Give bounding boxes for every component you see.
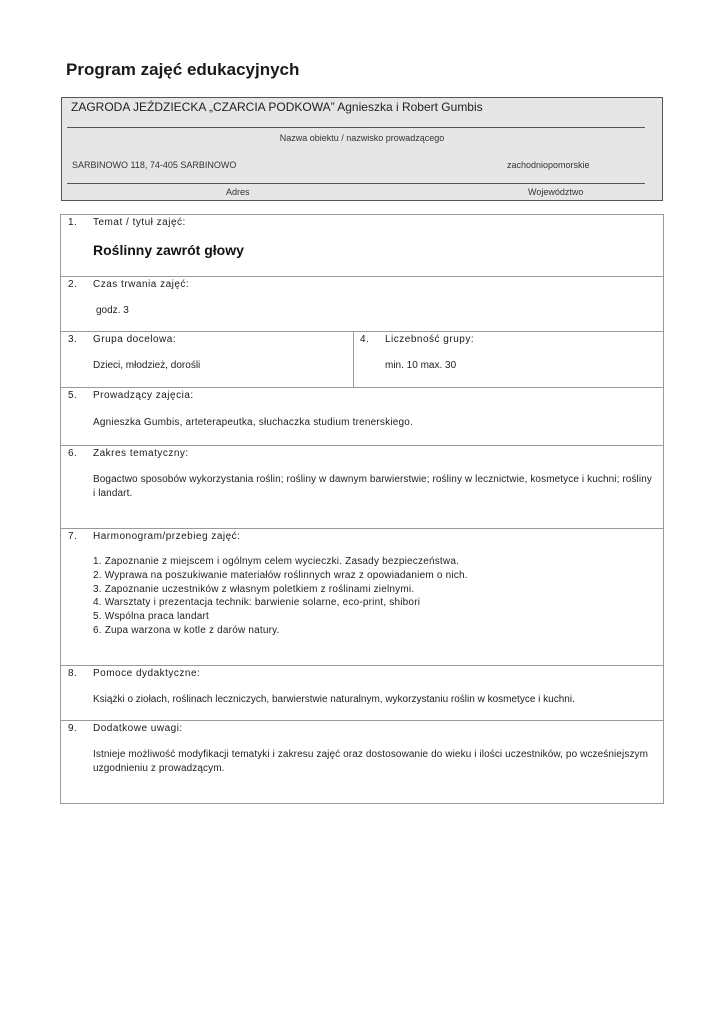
- section-number: 3.: [68, 334, 78, 345]
- section-label: Harmonogram/przebieg zajęć:: [93, 531, 241, 542]
- header-box: [61, 97, 663, 201]
- section-schedule: [61, 529, 663, 666]
- section-label: Zakres tematyczny:: [93, 448, 189, 459]
- section-label: Liczebność grupy:: [385, 334, 475, 345]
- group-size-value: min. 10 max. 30: [385, 360, 457, 371]
- list-item: 2. Wyprawa na poszukiwanie materiałów roślinnych wraz z opowiadaniem o nich.: [93, 569, 468, 581]
- address-divider: [67, 183, 645, 184]
- section-number: 7.: [68, 531, 78, 542]
- organization-name: ZAGRODA JEŹDZIECKA „CZARCIA PODKOWA” Agnieszka i Robert Gumbis: [71, 100, 483, 114]
- section-number: 4.: [360, 334, 370, 345]
- scope-value: Bogactwo sposobów wykorzystania roślin; rośliny w dawnym barwierstwie; rośliny w lecznictwie, kosmetyce i kuchni; rośliny i landart.: [93, 474, 652, 499]
- section-number: 6.: [68, 448, 78, 459]
- section-label: Pomoce dydaktyczne:: [93, 668, 201, 679]
- target-group-value: Dzieci, młodzież, dorośli: [93, 360, 201, 371]
- org-caption: Nazwa obiektu / nazwisko prowadzącego: [279, 133, 445, 143]
- section-label: Temat / tytuł zajęć:: [93, 217, 186, 228]
- section-number: 2.: [68, 279, 78, 290]
- teaching-aids-value: Książki o ziołach, roślinach leczniczych, barwierstwie naturalnym, wykorzystaniu roślin w kosmetyce i kuchni.: [93, 694, 575, 705]
- section-duration: [61, 277, 663, 332]
- program-table: [60, 214, 664, 804]
- section-number: 5.: [68, 390, 78, 401]
- column-divider: [353, 332, 354, 387]
- duration-value: godz. 3: [96, 305, 129, 316]
- list-item: 4. Warsztaty i prezentacja technik: barwienie solarne, eco-print, shibori: [93, 597, 421, 609]
- org-divider: [67, 127, 645, 128]
- list-item: 1. Zapoznanie z miejscem i ogólnym celem wycieczki. Zasady bezpieczeństwa.: [93, 556, 460, 567]
- section-number: 8.: [68, 668, 78, 679]
- section-instructor: [61, 388, 663, 446]
- section-number: 9.: [68, 723, 78, 734]
- address-value: SARBINOWO 118, 74-405 SARBINOWO: [72, 160, 237, 170]
- section-label: Grupa docelowa:: [93, 334, 177, 345]
- notes-value: Istnieje możliwość modyfikacji tematyki i zakresu zajęć oraz dostosowanie do wieku i ilości uczestników, po wcześniejszym uzgodnieniu z prowadzącym.: [93, 749, 649, 774]
- list-item: 3. Zapoznanie uczestników z własnym poletkiem z roślinami zielnymi.: [93, 583, 415, 595]
- section-notes: [61, 721, 663, 803]
- section-label: Prowadzący zajęcia:: [93, 390, 194, 401]
- instructor-value: Agnieszka Gumbis, arteterapeutka, słuchaczka studium trenerskiego.: [93, 417, 414, 428]
- list-item: 6. Zupa warzona w kotle z darów natury.: [93, 624, 280, 636]
- schedule-list: [93, 555, 653, 638]
- section-teaching-aids: [61, 666, 663, 721]
- section-label: Dodatkowe uwagi:: [93, 723, 183, 734]
- section-scope: [61, 446, 663, 529]
- voivodeship-caption: Województwo: [528, 187, 584, 197]
- list-item: 5. Wspólna praca landart: [93, 611, 209, 623]
- section-label: Czas trwania zajęć:: [93, 279, 190, 290]
- section-number: 1.: [68, 217, 78, 228]
- voivodeship-value: zachodniopomorskie: [507, 160, 590, 170]
- address-caption: Adres: [226, 187, 250, 197]
- topic-value: Roślinny zawrót głowy: [93, 242, 244, 258]
- section-topic: [61, 215, 663, 277]
- section-target-group: [61, 332, 663, 388]
- page-title: Program zajęć edukacyjnych: [66, 60, 300, 79]
